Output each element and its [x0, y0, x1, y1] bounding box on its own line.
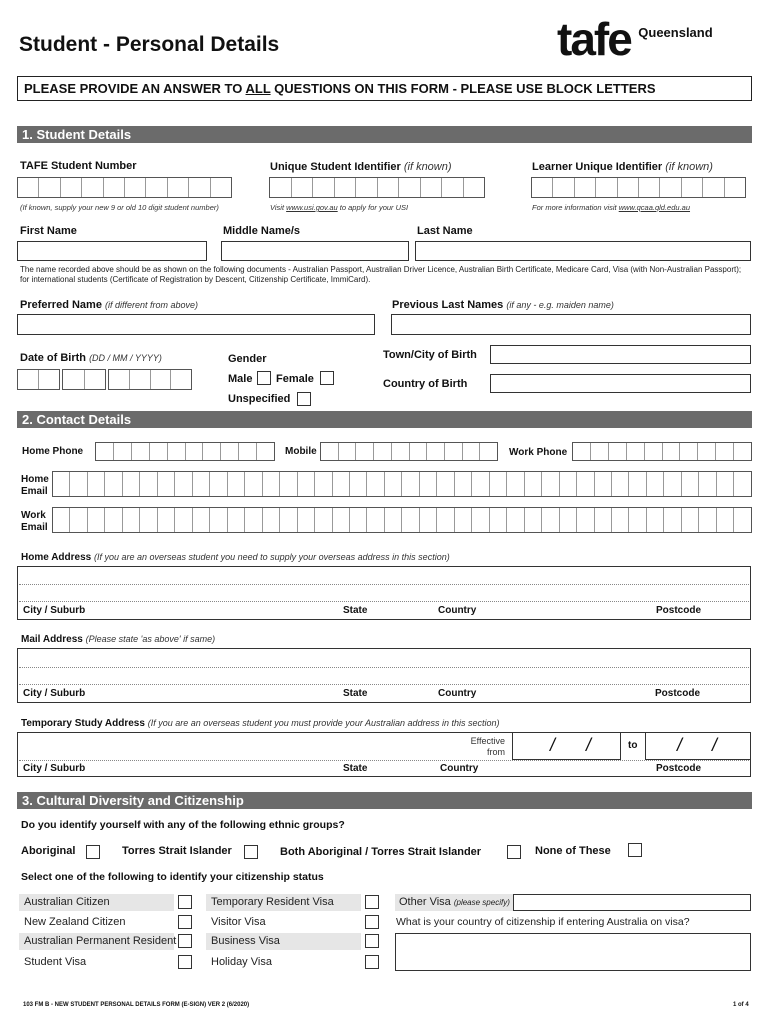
banner-post: QUESTIONS ON THIS FORM - PLEASE USE BLOCK LETTERS	[270, 81, 656, 96]
home-email-field[interactable]	[52, 471, 752, 497]
temp-state-label: State	[343, 763, 368, 774]
date-slash: /	[677, 735, 683, 755]
logo-main-text: tafe	[557, 13, 631, 65]
student-visa-checkbox[interactable]	[178, 955, 192, 969]
citizenship-option-label: Business Visa	[211, 935, 280, 947]
country-citizenship-question: What is your country of citizenship if entering Australia on visa?	[396, 916, 690, 928]
both-label: Both Aboriginal / Torres Strait Islander	[280, 846, 482, 858]
country-of-birth-label: Country of Birth	[383, 378, 468, 390]
other-visa-label: Other Visa (please specify)	[399, 896, 510, 908]
home-city-label: City / Suburb	[23, 605, 86, 616]
temp-city-label: City / Suburb	[23, 763, 86, 774]
none-checkbox[interactable]	[628, 843, 642, 857]
page-number: 1 of 4	[733, 1002, 749, 1008]
temp-address-field[interactable]	[17, 732, 751, 777]
home-phone-field[interactable]	[95, 442, 275, 461]
dob-year-field[interactable]	[108, 369, 192, 390]
visitor-visa-checkbox[interactable]	[365, 915, 379, 929]
citizenship-option-label: Australian Permanent Resident	[24, 935, 177, 947]
citizenship-question: Select one of the following to identify your citizenship status	[21, 871, 324, 883]
date-slash: /	[586, 735, 592, 755]
mail-address-line	[19, 684, 749, 685]
male-label: Male	[228, 373, 253, 385]
mail-state-label: State	[343, 688, 368, 699]
aboriginal-checkbox[interactable]	[86, 845, 100, 859]
home-email-label: Home Email	[21, 474, 49, 497]
female-checkbox[interactable]	[320, 371, 334, 385]
work-phone-label: Work Phone	[509, 447, 568, 458]
tafe-number-label: TAFE Student Number	[20, 160, 137, 172]
aboriginal-label: Aboriginal	[21, 845, 76, 857]
instruction-banner	[17, 76, 752, 101]
work-phone-field[interactable]	[572, 442, 752, 461]
work-email-field[interactable]	[52, 507, 752, 533]
home-postcode-label: Postcode	[656, 605, 702, 616]
australian-citizen-checkbox[interactable]	[178, 895, 192, 909]
torres-label: Torres Strait Islander	[122, 845, 232, 857]
temp-country-label: Country	[440, 763, 479, 774]
section-cultural-diversity-header: 3. Cultural Diversity and Citizenship	[17, 792, 752, 809]
banner-emphasis: ALL	[245, 81, 271, 96]
lui-field[interactable]	[531, 177, 746, 198]
preferred-name-field[interactable]	[17, 314, 375, 335]
torres-checkbox[interactable]	[244, 845, 258, 859]
town-of-birth-field[interactable]	[490, 345, 751, 364]
other-visa-field[interactable]	[513, 894, 751, 911]
date-slash: /	[550, 735, 556, 755]
middle-name-field[interactable]	[221, 241, 409, 261]
usi-hint: Visit www.usi.gov.au to apply for your USI	[270, 203, 409, 212]
mobile-label: Mobile	[285, 446, 317, 457]
citizenship-option-label: Australian Citizen	[24, 896, 110, 908]
to-label: to	[628, 740, 638, 751]
tafe-logo	[557, 14, 713, 64]
citizenship-option-label: New Zealand Citizen	[24, 916, 126, 928]
both-checkbox[interactable]	[507, 845, 521, 859]
home-phone-label: Home Phone	[22, 446, 84, 457]
banner-pre: PLEASE PROVIDE AN ANSWER TO	[24, 81, 246, 96]
unspecified-checkbox[interactable]	[297, 392, 311, 406]
town-of-birth-label: Town/City of Birth	[383, 349, 477, 361]
logo-sub-text: Queensland	[638, 25, 713, 40]
usi-link[interactable]: www.usi.gov.au	[286, 203, 338, 212]
first-name-field[interactable]	[17, 241, 207, 261]
citizenship-option-label: Holiday Visa	[211, 956, 272, 968]
female-label: Female	[276, 373, 314, 385]
last-name-label: Last Name	[417, 225, 473, 237]
new-zealand-citizen-checkbox[interactable]	[178, 915, 192, 929]
home-address-line	[19, 601, 749, 602]
form-id: 103 FM B - NEW STUDENT PERSONAL DETAILS FORM (E-SIGN) VER 2 (6/2020)	[23, 1002, 250, 1008]
mail-country-label: Country	[438, 688, 477, 699]
home-country-label: Country	[438, 605, 477, 616]
lui-hint: For more information visit www.qcaa.qld.edu.au	[532, 203, 691, 212]
mobile-field[interactable]	[320, 442, 498, 461]
dob-month-field[interactable]	[62, 369, 106, 390]
usi-field[interactable]	[269, 177, 485, 198]
name-note: The name recorded above should be as shown on the following documents - Australian Passport, Australian Driver Licence, Australian Birth Certificate, Medicare Card, Visa (with Non-Australian Passport); for international students (Certificate of Registration by Descent, Citizenship Certificate, ImmiCard).	[20, 265, 742, 284]
none-label: None of These	[535, 845, 611, 857]
business-visa-checkbox[interactable]	[365, 934, 379, 948]
qcaa-link[interactable]: www.qcaa.qld.edu.au	[618, 203, 691, 212]
citizenship-option-label: Visitor Visa	[211, 916, 266, 928]
mail-address-label: Mail Address (Please state 'as above' if same)	[21, 634, 216, 645]
temp-postcode-label: Postcode	[656, 763, 702, 774]
preferred-name-label: Preferred Name (if different from above)	[20, 299, 199, 311]
mail-address-field[interactable]	[17, 648, 751, 703]
previous-last-names-label: Previous Last Names (if any - e.g. maiden name)	[392, 299, 614, 311]
first-name-label: First Name	[20, 225, 77, 237]
tafe-number-field[interactable]	[17, 177, 232, 198]
citizenship-option-label: Student Visa	[24, 956, 87, 968]
temp-address-label: Temporary Study Address (If you are an overseas student you must provide your Australian address in this section)	[21, 718, 500, 729]
previous-last-names-field[interactable]	[391, 314, 751, 335]
temp-address-line	[19, 760, 749, 761]
temporary-resident-visa-checkbox[interactable]	[365, 895, 379, 909]
last-name-field[interactable]	[415, 241, 751, 261]
work-email-label: Work Email	[21, 510, 48, 533]
effective-from-label: Effective from	[470, 736, 505, 757]
section-contact-details-header: 2. Contact Details	[17, 411, 752, 428]
dob-label: Date of Birth (DD / MM / YYYY)	[20, 352, 162, 364]
usi-label: Unique Student Identifier (if known)	[270, 161, 452, 173]
gender-label: Gender	[228, 353, 267, 365]
effective-to-date[interactable]	[645, 732, 751, 760]
permanent-resident-checkbox[interactable]	[178, 934, 192, 948]
mail-address-line	[19, 667, 749, 668]
home-address-label: Home Address (If you are an overseas student you need to supply your overseas address in this section)	[21, 552, 450, 563]
holiday-visa-checkbox[interactable]	[365, 955, 379, 969]
home-address-field[interactable]	[17, 566, 751, 620]
date-slash: /	[712, 735, 718, 755]
tafe-number-hint: (If known, supply your new 9 or old 10 digit student number)	[20, 203, 219, 212]
unspecified-label: Unspecified	[228, 393, 291, 405]
section-student-details-header: 1. Student Details	[17, 126, 752, 143]
ethnic-question: Do you identify yourself with any of the following ethnic groups?	[21, 819, 345, 831]
mail-postcode-label: Postcode	[655, 688, 701, 699]
lui-label: Learner Unique Identifier (if known)	[532, 161, 713, 173]
citizenship-option-label: Temporary Resident Visa	[211, 896, 334, 908]
home-state-label: State	[343, 605, 368, 616]
dob-day-field[interactable]	[17, 369, 60, 390]
page-title: Student - Personal Details	[19, 33, 280, 56]
home-address-line	[19, 584, 749, 585]
country-of-birth-field[interactable]	[490, 374, 751, 393]
male-checkbox[interactable]	[257, 371, 271, 385]
mail-city-label: City / Suburb	[23, 688, 86, 699]
effective-from-date[interactable]	[512, 732, 621, 760]
middle-name-label: Middle Name/s	[223, 225, 301, 237]
country-citizenship-field[interactable]	[395, 933, 751, 971]
